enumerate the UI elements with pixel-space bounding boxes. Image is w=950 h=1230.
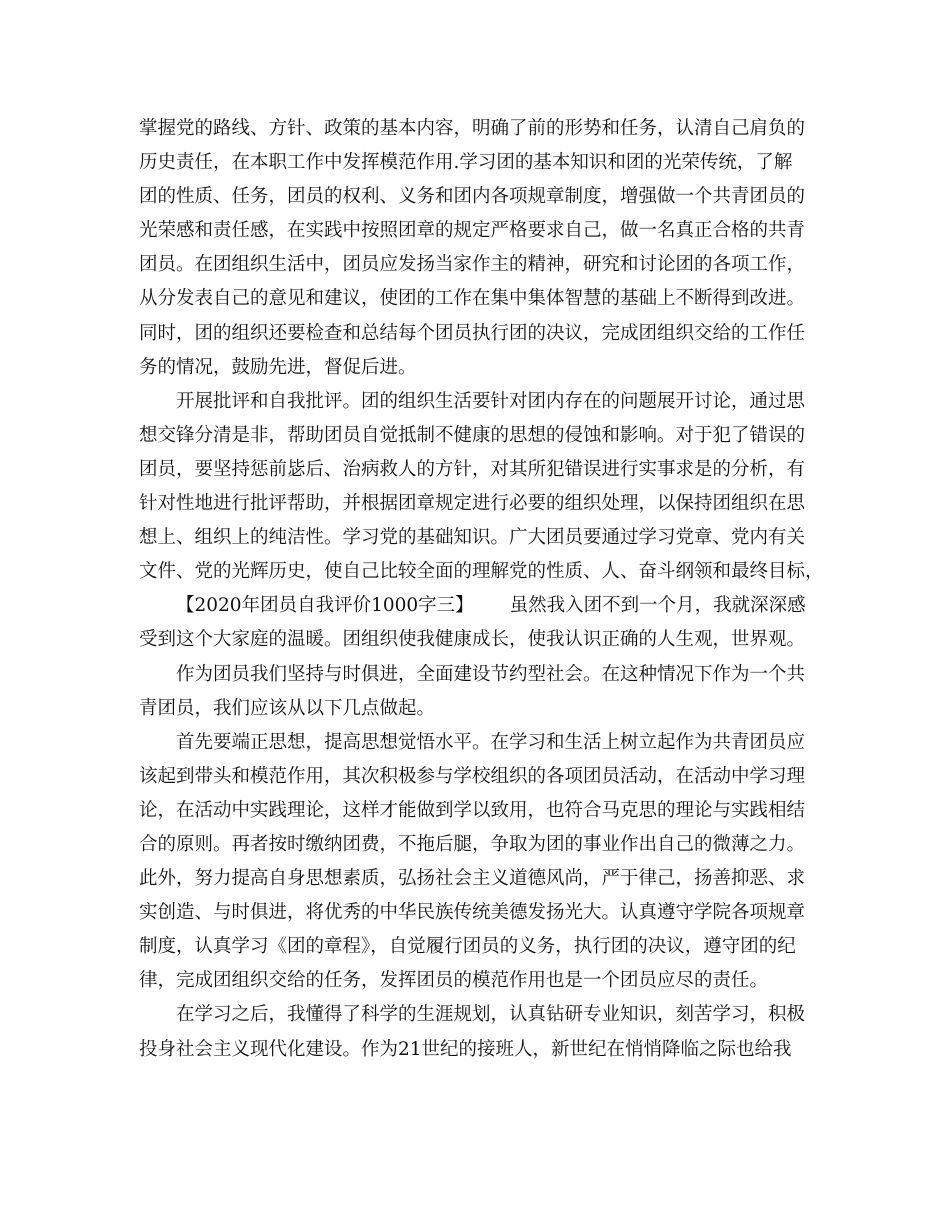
document-body [139,112,824,1067]
text-line: 该起到带头和模范作用，其次积极参与学校组织的各项团员活动，在活动中学习理 [139,765,806,787]
text-line: 律，完成团组织交给的任务，发挥团员的模范作用也是一个团员应尽的责任。 [139,970,769,992]
text-line: 务的情况，鼓励先进，督促后进。 [139,356,417,378]
text-line: 针对性地进行批评帮助，并根据团章规定进行必要的组织处理，以保持团组织在思 [139,493,806,515]
text-line: 团员。在团组织生活中，团员应发扬当家作主的精神，研究和讨论团的各项工作， [139,254,806,276]
paragraph-start-line: 作为团员我们坚持与时俱进，全面建设节约型社会。在这种情况下作为一个共 [176,663,806,685]
paragraph-start-line: 首先要端正思想，提高思想觉悟水平。在学习和生活上树立起作为共青团员应 [176,731,806,753]
text-line: 此外，努力提高自身思想素质，弘扬社会主义道德风尚，严于律己，扬善抑恶、求 [139,868,806,890]
section-heading: 【2020年团员自我评价1000字三】 [176,595,474,617]
text-line: 光荣感和责任感，在实践中按照团章的规定严格要求自己，做一名真正合格的共青 [139,220,806,242]
text-line: 实创造、与时俱进，将优秀的中华民族传统美德发扬光大。认真遵守学院各项规章 [139,902,806,924]
text-line: 受到这个大家庭的温暖。团组织使我健康成长，使我认识正确的人生观，世界观。 [139,629,806,651]
text-line: 合的原则。再者按时缴纳团费，不拖后腿，争取为团的事业作出自己的微薄之力。 [139,833,806,855]
text-line: 论，在活动中实践理论，这样才能做到学以致用，也符合马克思的理论与实践相结 [139,799,806,821]
heading-line [139,589,815,623]
paragraph-start-line: 在学习之后，我懂得了科学的生涯规划，认真钻研专业知识，刻苦学习，积极 [176,1004,806,1026]
heading-trailing-text: 虽然我入团不到一个月，我就深深感 [509,595,806,617]
text-line: 历史责任，在本职工作中发挥模范作用.学习团的基本知识和团的光荣传统，了解 [139,152,793,174]
text-line: 同时，团的组织还要检查和总结每个团员执行团的决议，完成团组织交给的工作任 [139,322,806,344]
text-line: 制度，认真学习《团的章程》，自觉履行团员的义务，执行团的决议，遵守团的纪 [139,936,796,958]
text-line: 掌握党的路线、方针、政策的基本内容，明确了前的形势和任务，认清自己肩负的 [139,118,806,139]
paragraph-start-line: 开展批评和自我批评。团的组织生活要针对团内存在的问题展开讨论，通过思 [176,390,806,412]
text-line: 想上、组织上的纯洁性。学习党的基础知识。广大团员要通过学习党章、党内有关 [139,527,806,549]
text-line: 团员，要坚持惩前毖后、治病救人的方针，对其所犯错误进行实事求是的分析，有 [139,458,806,480]
text-line: 文件、党的光辉历史，使自己比较全面的理解党的性质、人、奋斗纲领和最终目标， [139,561,824,583]
text-line: 从分发表自己的意见和建议，使团的工作在集中集体智慧的基础上不断得到改进。 [139,288,806,310]
text-line: 想交锋分清是非，帮助团员自觉抵制不健康的思想的侵蚀和影响。对于犯了错误的 [139,424,806,446]
text-line: 投身社会主义现代化建设。作为21世纪的接班人，新世纪在悄悄降临之际也给我 [139,1038,792,1060]
text-line: 团的性质、任务，团员的权利、义务和团内各项规章制度，增强做一个共青团员的 [139,186,806,208]
text-line: 青团员，我们应该从以下几点做起。 [139,697,436,719]
